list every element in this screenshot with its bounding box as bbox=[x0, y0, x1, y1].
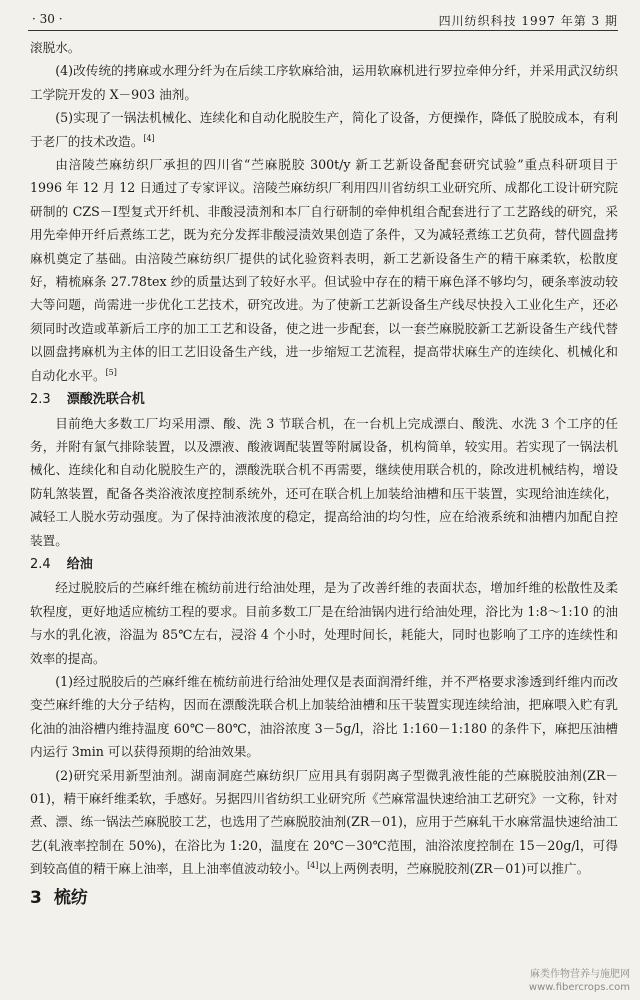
reference-mark: [5] bbox=[105, 367, 117, 377]
paragraph-text: (2)研究采用新型油剂。湖南洞庭苎麻纺织厂应用具有弱阴离子型微乳液性能的苎麻脱胶油剂(ZR－01)，精干麻纤维柔软，手感好。另据四川省纺织工业研究所《苎麻常温快速给油工艺研究》一文称，针对煮、漂、练一锅法苎麻脱胶工艺，也选用了苎麻脱胶油剂(ZR－01)，应用于苎麻轧干水麻常温快速给油工艺(轧液率控制在 50%)，在浴比为 1:20，温度在 20℃－30℃范围，油浴浓度控制在 15－20g/l，可得到较高值的精干麻上油率，且上油率值波动较小。 bbox=[30, 767, 618, 877]
paragraph-oiling-intro: 经过脱胶后的苎麻纤维在梳纺前进行给油处理，是为了改善纤维的表面状态，增加纤维的松散性及柔软程度，更好地适应梳纺工程的要求。目前多数工厂是在给油锅内进行给油处理，浴比为 1:8～1:10 的油与水的乳化液，浴温为 85℃左右，浸浴 4 个小时，处理时间长，耗能大，同时也影响了工序的连续性和效率的提高。 bbox=[30, 580, 618, 666]
section-heading-2-4 bbox=[30, 553, 618, 576]
paragraph-text: 由涪陵苎麻纺织厂承担的四川省“苎麻脱胶 300t/y 新工艺新设备配套研究试验”重点科研项目于 1996 年 12 月 12 日通过了专家评议。涪陵苎麻纺织厂利用四川省纺织工业研究所、成都化工设计研究院研制的 CZS－Ⅰ型复式开纤机、非酸浸渍剂和本厂自行研制的牵伸机组合配套进行了工艺路线的研究，采用先牵伸开纤后煮练工艺，既为充分发挥非酸浸渍效果创造了条件，又为减轻煮练工艺负荷，替代圆盘拷麻机奠定了基础。由涪陵苎麻纺织厂提供的试化验资料表明，新工艺新设备生产的精干麻柔软，松散度好，精梳麻条 27.78tex 纱的质量达到了较好水平。但试验中存在的精干麻色泽不够均匀，硬条率波动较大等问题，尚需进一步优化工艺技术，研究改进。为了使新工艺新设备生产线尽快投入工业化生产，还必须同时改造或革新后工序的加工工艺和设备，使之进一步配套，以一套苎麻脱胶新工艺新设备生产线代替以圆盘拷麻机为主体的旧工艺旧设备生产线，进一步缩短工艺流程，提高带状麻生产的连续化、机械化和自动化水平。 bbox=[30, 157, 618, 383]
watermark bbox=[529, 968, 630, 994]
paragraph-fuling-project bbox=[30, 153, 618, 387]
watermark-site-name: 麻类作物营养与施肥网 bbox=[530, 969, 630, 980]
paragraph-text-tail: 以上两例表明，苎麻脱胶剂(ZR－01)可以推广。 bbox=[318, 861, 590, 877]
section-number: 2.3 bbox=[30, 392, 51, 408]
reference-mark: [4] bbox=[307, 861, 319, 871]
paragraph-item-4: (4)改传统的拷麻或水理分纤为在后续工序软麻给油，运用软麻机进行罗拉牵伸分纤，并采用武汉纺织工学院开发的 X－903 油剂。 bbox=[30, 63, 618, 102]
section-title: 漂酸洗联合机 bbox=[66, 392, 145, 408]
chapter-title: 梳纺 bbox=[53, 887, 88, 908]
chapter-number: 3 bbox=[30, 887, 42, 908]
watermark-url: www.fibercrops.com bbox=[528, 982, 630, 993]
paragraph-continued: 滚脱水。 bbox=[30, 40, 81, 55]
page-header bbox=[28, 8, 618, 31]
section-heading-2-3 bbox=[30, 388, 618, 411]
page-number: · 30 · bbox=[32, 12, 63, 26]
paragraph-oiling-item-1: (1)经过脱胶后的苎麻纤维在梳纺前进行给油处理仅是表面润滑纤维，并不严格要求渗透到纤维内而改变苎麻纤维的大分子结构，因而在漂酸洗联合机上加装给油槽和压干装置实现连续给油，把麻喂入贮有乳化油的油浴槽内维持温度 60℃－80℃，油浴浓度 3－5g/l，浴比 1:160－1:180 的条件下，麻把压油槽内运行 3min 可以获得预期的给油效果。 bbox=[30, 673, 618, 760]
paragraph-bleach-acid-wash: 目前绝大多数工厂均采用漂、酸、洗 3 节联合机，在一台机上完成漂白、酸洗、水洗 3 个工序的任务，并附有氯气排除装置，以及漂液、酸液调配装置等附属设备，机构简单，较实用。若实现了一锅法机械化、连续化和自动化脱胶生产的，漂酸洗联合机不再需要，继续使用联合机的，除改进机械结构，增设防轧煞装置，配备各类浴液浓度控制系统外，还可在联合机上加装给油槽和压干装置，实现给油连续化，减轻工人脱水劳动强度。为了保持油液浓度的稳定，提高给油的均匀性，应在给液系统和油槽内加配自控装置。 bbox=[30, 415, 618, 548]
reference-mark: [4] bbox=[143, 133, 155, 143]
chapter-heading-3 bbox=[30, 887, 618, 910]
paragraph-oiling-item-2 bbox=[30, 764, 618, 881]
section-title: 给油 bbox=[66, 556, 93, 572]
paragraph-text: (5)实现了一锅法机械化、连续化和自动化脱胶生产，简化了设备，方便操作，降低了脱胶成本，有利于老厂的技术改造。 bbox=[30, 110, 618, 149]
paragraph-item-5 bbox=[30, 106, 618, 153]
article-body bbox=[30, 36, 618, 910]
journal-title: 四川纺织科技 1997 年第 3 期 bbox=[438, 14, 618, 28]
section-number: 2.4 bbox=[30, 556, 51, 572]
